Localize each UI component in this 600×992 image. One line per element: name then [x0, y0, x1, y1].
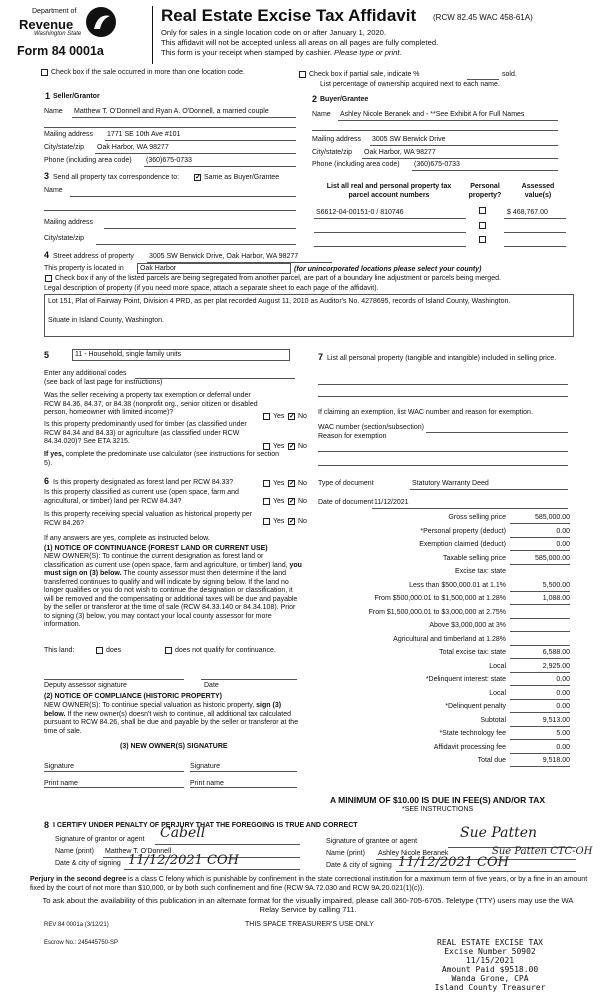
calc-value-3[interactable]: 585,000.00 [534, 554, 570, 562]
grantor-date-label: Date & city of signing [55, 860, 121, 867]
street-address-value[interactable]: 3005 SW Berwick Drive, Oak Harbor, WA 98277 [149, 253, 299, 260]
seller-name-label: Name [44, 108, 63, 115]
buyer-city-value[interactable]: Oak Harbor, WA 98277 [364, 149, 436, 156]
calc-underline-14 [510, 712, 570, 713]
document-date-value[interactable]: 11/12/2021 [374, 499, 409, 506]
legal-description-line-1: Lot 151, Plat of Fairway Point, Division 4 PRD, as per plat recorded August 11, 2010 as Auditor's No. 4278695, records of Island County, Washington. [48, 298, 511, 305]
grantor-print-label: Name (print) [55, 848, 94, 855]
segregated-checkbox[interactable] [45, 275, 52, 282]
does-not-qualify-checkbox[interactable] [165, 647, 172, 654]
section-3-number: 3 [44, 171, 50, 181]
section-5-number: 5 [44, 350, 50, 360]
legal-description-label: Legal description of property (if you need more space, attach a separate sheet to each page of the affidavit). [44, 285, 379, 292]
section-7-number: 7 [318, 352, 324, 362]
calc-label-14: *Delinquent penalty [445, 703, 506, 710]
parcel-header: List all real and personal property tax parcel account numbers [326, 183, 452, 199]
correspondence-label: Send all property tax correspondence to: [53, 174, 180, 181]
forest-no-checkbox[interactable]: ✓ [289, 480, 295, 487]
same-as-buyer-label: Same as Buyer/Grantee [204, 174, 280, 181]
same-as-buyer-checkbox[interactable]: ✓ [195, 174, 201, 181]
calc-value-14[interactable]: 0.00 [556, 703, 570, 710]
historic-no-checkbox[interactable]: ✓ [289, 518, 295, 525]
parcel-number-1[interactable]: S6612-04-00151-0 / 810746 [316, 209, 404, 216]
does-qualify-checkbox[interactable] [96, 647, 103, 654]
calc-label-17: Affidavit processing fee [433, 743, 506, 751]
calc-value-16[interactable]: 5.00 [556, 730, 570, 737]
seller-phone-label: Phone (including area code) [44, 157, 132, 164]
calc-label-4: Excise tax: state [455, 568, 506, 575]
historic-no-label: No [298, 518, 307, 525]
calc-value-1[interactable]: 0.00 [556, 527, 570, 535]
stamp-line-4: Amount Paid $9518.00 [441, 965, 539, 974]
grantee-signature-label: Signature of grantee or agent [326, 838, 418, 845]
document-type-value[interactable]: Statutory Warranty Deed [412, 480, 489, 487]
new-owner-signature-heading: (3) NEW OWNER(S) SIGNATURE [120, 743, 228, 750]
buyer-mailing-label: Mailing address [312, 136, 362, 143]
calc-value-12[interactable]: 0.00 [556, 676, 570, 683]
timber-yes-checkbox[interactable] [263, 443, 270, 450]
calc-underline-1 [510, 537, 570, 538]
exemption-yes-label: Yes [273, 413, 285, 420]
forest-no-label: No [298, 480, 307, 487]
grantee-signature[interactable]: Sue Patten [460, 825, 538, 841]
grantor-signature[interactable]: Cabell [160, 825, 206, 841]
calc-value-10[interactable]: 6,588.00 [542, 649, 570, 656]
calc-value-0[interactable]: 585,000.00 [534, 514, 570, 521]
grantee-date-value[interactable]: 11/12/2021 COH [398, 855, 510, 870]
calc-underline-15 [510, 726, 570, 727]
reason-label: Reason for exemption [318, 433, 387, 440]
treasurer-use-label: THIS SPACE TREASURER'S USE ONLY [245, 921, 374, 928]
grantor-date-value[interactable]: 11/12/2021 COH [128, 853, 240, 868]
continuance-heading: (1) NOTICE OF CONTINUANCE (FOREST LAND OR CURRENT USE) [44, 545, 268, 552]
calc-underline-11 [510, 672, 570, 673]
deputy-signature-label: Deputy assessor signature [44, 682, 127, 689]
calc-underline-0 [510, 523, 570, 524]
personal-property-checkbox-2[interactable] [479, 222, 486, 229]
timber-if-yes: If yes, complete the predominate use calculator (see instructions for section 5). [44, 451, 280, 467]
calc-label-0: Gross selling price [448, 514, 506, 521]
calc-label-12: *Delinquent interest: state [425, 676, 506, 683]
calc-value-5[interactable]: 5,500.00 [542, 581, 570, 589]
if-yes-complete: If any answers are yes, complete as instructed below. [44, 535, 210, 542]
instruction-line-2: This affidavit will not be accepted unless all areas on all pages are fully completed. [161, 38, 439, 47]
calc-underline-12 [510, 685, 570, 686]
treasurer-stamp [430, 938, 550, 992]
state-label: Washington State [34, 31, 82, 37]
header-divider [152, 6, 153, 64]
stamp-line-3: 11/15/2021 [465, 956, 515, 965]
personal-property-checkbox-1[interactable] [479, 207, 486, 214]
calc-value-2[interactable]: 0.00 [556, 541, 570, 548]
calc-underline-5 [510, 591, 570, 592]
multi-location-label: Check box if the sale occurred in more than one location code. [51, 69, 245, 76]
forest-yes-label: Yes [273, 480, 285, 487]
seller-mailing-label: Mailing address [44, 131, 94, 138]
historic-yes-label: Yes [273, 518, 285, 525]
accessibility-notice: To ask about the availability of this publication in an alternate format for the visually impaired, please call 360-705-6705. Teletype (TTY) users may use the WA Relay Service by calling 711. [42, 896, 574, 914]
section-4-number: 4 [44, 250, 50, 260]
corr-city-label: City/state/zip [44, 235, 85, 242]
print-name-label-1: Print name [44, 780, 78, 787]
seller-grantor-heading: Seller/Grantor [53, 93, 100, 100]
buyer-mailing-value[interactable]: 3005 SW Berwick Drive [372, 136, 446, 143]
stamp-line-5: Wanda Grone, CPA [451, 974, 529, 983]
historic-question: Is this property receiving special valuation as historical property per RCW 84.26? [44, 511, 253, 527]
timber-no-label: No [298, 443, 307, 450]
assessed-value-header: Assessed value(s) [521, 183, 555, 199]
calc-label-16: *State technology fee [439, 730, 506, 737]
stamp-line-1: REAL ESTATE EXCISE TAX [437, 938, 543, 947]
located-in-label: This property is located in [44, 265, 124, 272]
buyer-grantee-heading: Buyer/Grantee [320, 96, 369, 103]
seller-city-label: City/state/zip [44, 144, 85, 151]
partial-sale-label: Check box if partial sale, indicate % [309, 71, 420, 78]
signature-label-1: Signature [44, 763, 74, 770]
current-use-no-checkbox[interactable]: ✓ [289, 498, 295, 505]
calc-label-1: *Personal property (deduct) [420, 527, 506, 535]
washington-state-logo-icon [86, 7, 116, 37]
street-address-label: Street address of property [53, 253, 134, 260]
exemption-yes-checkbox[interactable] [263, 413, 270, 420]
calc-underline-16 [510, 739, 570, 740]
personal-property-prompt: List all personal property (tangible and intangible) included in selling price. [327, 355, 557, 362]
print-name-label-2: Print name [190, 780, 224, 787]
calc-label-3: Taxable selling price [442, 554, 506, 562]
calc-value-6[interactable]: 1,088.00 [542, 595, 570, 602]
current-use-question: Is this property classified as current use (open space, farm and agricultural, or timber) land per RCW 84.34? [44, 489, 239, 505]
calc-label-15: Subtotal [480, 716, 506, 724]
personal-property-header: Personal property? [468, 183, 502, 199]
stamp-line-6: Island County Treasurer [434, 983, 546, 992]
calc-value-13[interactable]: 0.00 [556, 689, 570, 697]
multi-location-checkbox[interactable] [41, 69, 48, 76]
section-1-number: 1 [45, 91, 51, 101]
sold-label: sold. [502, 71, 517, 78]
section-8-number: 8 [44, 820, 50, 830]
wac-claim-label: If claiming an exemption, list WAC number and reason for exemption. [318, 409, 533, 416]
buyer-name-label: Name [312, 111, 331, 118]
dept-of-label: Department of [32, 8, 77, 15]
calc-underline-9 [510, 645, 570, 646]
location-value: Oak Harbor [140, 265, 177, 272]
section-2-number: 2 [312, 94, 318, 104]
seller-name-value[interactable]: Matthew T. O'Donnell and Ryan A. O'Donnell, a married couple [74, 108, 269, 115]
does-label: does [106, 647, 122, 654]
section-6-number: 6 [44, 476, 50, 486]
corr-name-label: Name [44, 187, 63, 194]
date-label: Date [204, 682, 219, 689]
timber-yes-label: Yes [273, 443, 285, 450]
stamp-line-2: Excise Number 50902 [444, 947, 536, 956]
segregated-label: Check box if any of the listed parcels are being segregated from another parcel, are part of a boundary line adjustment or parcels being merged. [55, 275, 501, 282]
buyer-phone-value[interactable]: (360)675-0733 [414, 161, 460, 168]
compliance-text: NEW OWNER(S): To continue special valuation as historic property, sign (3) below. If the new owner(s) doesn't wish to continue, all additional tax calculated pursuant to RCW 84.26, shall be due and payable by the seller or transferor at the time of sale. [44, 702, 299, 735]
timber-question: Is this property predominantly used for timber (as classified under RCW 84.34 and 84.33) or agriculture (as classified under RCW 84.34.020)? See ETA 3215. [44, 421, 247, 445]
calc-label-6: From $500,000.01 to $1,500,000 at 1.28% [374, 595, 506, 602]
forest-yes-checkbox[interactable] [263, 480, 270, 487]
calc-label-13: Local [489, 689, 506, 697]
calc-value-17[interactable]: 0.00 [556, 743, 570, 751]
compliance-heading: (2) NOTICE OF COMPLIANCE (HISTORIC PROPERTY) [44, 693, 222, 700]
historic-yes-checkbox[interactable] [263, 518, 270, 525]
calc-underline-3 [510, 564, 570, 565]
percentage-note: List percentage of ownership acquired next to each name. [320, 81, 500, 88]
grantor-signature-label: Signature of grantor or agent [55, 836, 145, 843]
continuance-text: NEW OWNER(S): To continue the current designation as forest land or classification as current use (open space, farm and agriculture, or timber) land, you must sign on (3) below. The county assessor must then determine if the land transferred continues to qualify and will indicate by signing below. If the land no longer qualifies or you do not wish to continue the designation or classification, it will be removed and the compensating or additional taxes will be due and payable by the seller or transferor at the time of sale (RCW 84.33.140 or 84.34.108). Prior to signing (3) below, you may contact your local county assessor for more information. [44, 553, 302, 628]
calc-label-10: Total excise tax: state [439, 649, 506, 656]
grantor-print-value[interactable]: Matthew T. O'Donnell [105, 848, 172, 855]
seller-phone-value[interactable]: (360)675-0733 [146, 157, 192, 164]
minimum-due-notice: A MINIMUM OF $10.00 IS DUE IN FEE(S) AND/OR TAX [330, 795, 546, 805]
current-use-yes-label: Yes [273, 498, 285, 505]
certify-heading: I CERTIFY UNDER PENALTY OF PERJURY THAT THE FOREGOING IS TRUE AND CORRECT [53, 822, 358, 829]
calc-underline-17 [510, 753, 570, 754]
rev-label: REV 84 0001a (3/12/21) [44, 922, 109, 928]
buyer-phone-label: Phone (including area code) [312, 161, 400, 168]
instruction-line-3: This form is your receipt when stamped by cashier. Please type or print. [161, 48, 402, 57]
seller-mailing-value[interactable]: 1771 SE 10th Ave #101 [107, 131, 181, 138]
see-instructions: *SEE INSTRUCTIONS [402, 806, 474, 813]
calc-underline-10 [510, 658, 570, 659]
this-land-label: This land: [44, 647, 75, 654]
personal-property-checkbox-3[interactable] [479, 236, 486, 243]
current-use-no-label: No [298, 498, 307, 505]
timber-no-checkbox[interactable]: ✓ [289, 443, 295, 450]
perjury-notice: Perjury in the second degree is a class C felony which is punishable by confinement in the state correctional institution for a maximum term of five years, or by a fine in an amount fixed by the court of not more than $10,000, or by both such confinement and fine (RCW 9A.72.030 and RCW 9A.20.021(1)(c)). [30, 876, 588, 892]
corr-mailing-label: Mailing address [44, 219, 94, 226]
instruction-line-1: Only for sales in a single location code on or after January 1, 2020. [161, 28, 386, 37]
exemption-no-checkbox[interactable]: ✓ [289, 413, 295, 420]
document-type-label: Type of document [318, 480, 374, 487]
grantee-print-label: Name (print) [326, 850, 365, 857]
calc-value-18[interactable]: 9,518.00 [542, 757, 570, 764]
calc-label-11: Local [489, 662, 506, 670]
agency-logo-text: Revenue [19, 17, 74, 32]
grantee-print-value[interactable]: Ashley Nicole Beranek [378, 850, 449, 857]
grantee-date-label: Date & city of signing [326, 862, 392, 869]
land-use-value: 11 - Household, single family units [75, 351, 182, 358]
calc-underline-8 [510, 631, 570, 632]
partial-sale-checkbox[interactable] [299, 71, 306, 78]
signature-label-2: Signature [190, 763, 220, 770]
location-hint: (for unincorporated locations please select your county) [294, 266, 482, 273]
calc-underline-7 [510, 618, 570, 619]
does-not-label: does not qualify for continuance. [175, 647, 276, 654]
exemption-no-label: No [298, 413, 307, 420]
calc-value-15[interactable]: 9,513.00 [542, 716, 570, 724]
buyer-city-label: City/state/zip [312, 149, 353, 156]
seller-city-value[interactable]: Oak Harbor, WA 98277 [97, 144, 169, 151]
wac-number-label: WAC number (section/subsection) [318, 424, 424, 431]
calc-label-18: Total due [477, 757, 506, 764]
additional-codes-hint: (see back of last page for instructions) [44, 379, 163, 386]
grantee-print-handwritten: Sue Patten CTC-OH [492, 846, 593, 857]
calc-label-8: Above $3,000,000 at 3% [429, 622, 506, 629]
calc-label-7: From $1,500,000.01 to $3,000,000 at 2.75% [368, 608, 506, 616]
calc-underline-6 [510, 604, 570, 605]
assessed-value-1[interactable]: $ 468,767.00 [507, 209, 548, 216]
current-use-yes-checkbox[interactable] [263, 498, 270, 505]
page-title: Real Estate Excise Tax Affidavit [161, 6, 417, 25]
forest-land-question: Is this property designated as forest land per RCW 84.33? [53, 479, 234, 486]
calc-underline-13 [510, 699, 570, 700]
legal-description-line-2: Situate in Island County, Washington. [48, 317, 164, 324]
exemption-question: Was the seller receiving a property tax exemption or deferral under RCW 84.36, 84.37, or 84.38 (nonprofit org., senior citizen or disabled person, homeowner with limited income)? [44, 392, 258, 416]
escrow-label: Escrow No.: 245445750-SP [44, 940, 119, 946]
form-number: Form 84 0001a [17, 44, 104, 58]
calc-value-11[interactable]: 2,925.00 [542, 662, 570, 670]
buyer-name-value[interactable]: Ashley Nicole Beranek and - **See Exhibit A for Full Names [340, 111, 525, 118]
additional-codes-label: Enter any additional codes [44, 370, 127, 377]
rcw-reference: (RCW 82.45 WAC 458-61A) [433, 13, 533, 22]
calc-underline-2 [510, 550, 570, 551]
document-date-label: Date of document [318, 499, 374, 506]
calc-label-9: Agricultural and timberland at 1.28% [393, 635, 506, 643]
calc-label-5: Less than $500,000.01 at 1.1% [409, 581, 506, 589]
calc-underline-18 [510, 766, 570, 767]
calc-label-2: Exemption claimed (deduct) [419, 541, 506, 548]
